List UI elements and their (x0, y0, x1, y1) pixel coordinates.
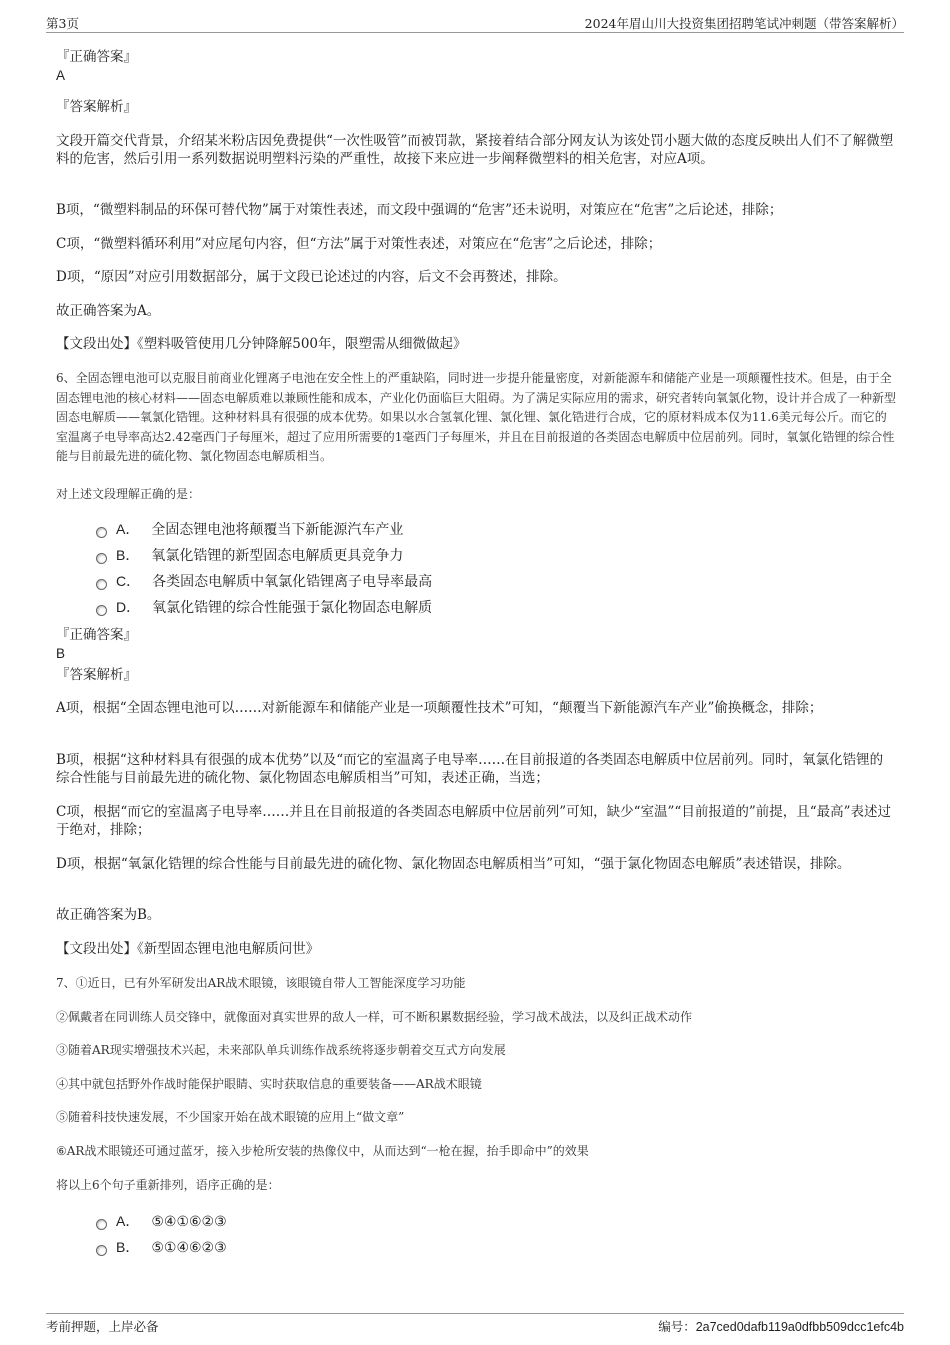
radio-icon[interactable] (96, 605, 107, 616)
document-id: 编号：2a7ced0dafb119a0dfbb509dcc1efc4b (658, 1320, 904, 1334)
radio-icon[interactable] (96, 1245, 107, 1256)
q7-sentence-2: ②佩戴者在同训练人员交锋中，就像面对真实世界的敌人一样，可不断积累数据经验，学习战术战法，以及纠正战术动作 (56, 1010, 693, 1024)
q7-option-a[interactable]: A． ⑤④①⑥②③ (96, 1212, 227, 1231)
q5-conclusion: 故正确答案为A。 (56, 303, 161, 319)
q5-answer: A (56, 68, 66, 83)
q6-conclusion: 故正确答案为B。 (56, 907, 161, 923)
footer-slogan: 考前押题，上岸必备 (46, 1319, 159, 1334)
q7-sentence-3: ③随着AR现实增强技术兴起，未来部队单兵训练作战系统将逐步朝着交互式方向发展 (56, 1043, 506, 1057)
page-footer (46, 1313, 904, 1336)
q7-question: 将以上6个句子重新排列，语序正确的是： (56, 1178, 280, 1192)
q6-source: 【文段出处】《新型固态锂电池电解质问世》 (56, 941, 320, 957)
q5-analysis-p3: C项，“微塑料循环利用”对应尾句内容，但“方法”属于对策性表述，对策应在“危害”之后论述，排除； (56, 236, 662, 252)
q6-analysis-c: C项，根据“而它的室温离子电导率……并且在目前报道的各类固态电解质中位居前列”可知，缺少“室温”“目前报道的”前提，且“最高”表述过于绝对，排除； (56, 804, 892, 838)
radio-icon[interactable] (96, 527, 107, 538)
q5-analysis-p4: D项，“原因”对应引用数据部分，属于文段已论述过的内容，后文不会再赘述，排除。 (56, 269, 567, 285)
q6-analysis-a: A项，根据“全固态锂电池可以……对新能源车和储能产业是一项颠覆性技术”可知，“颠覆当下新能源汽车产业”偷换概念，排除； (56, 700, 823, 716)
q6-option-b[interactable]: B． 氧氯化锆锂的新型固态电解质更具竞争力 (96, 546, 403, 565)
q6-option-c[interactable]: C． 各类固态电解质中氧氯化锆锂离子电导率最高 (96, 572, 432, 591)
page-header (46, 14, 904, 33)
radio-icon[interactable] (96, 579, 107, 590)
q6-analysis-label: 『答案解析』 (56, 667, 137, 683)
q5-analysis-label: 『答案解析』 (56, 99, 137, 115)
q6-answer: B (56, 646, 66, 661)
page-number: 第3页 (46, 16, 79, 31)
q6-question: 对上述文段理解正确的是： (56, 487, 201, 501)
radio-icon[interactable] (96, 553, 107, 564)
q5-analysis-p1: 文段开篇交代背景，介绍某米粉店因免费提供“一次性吸管”而被罚款，紧接着结合部分网友认为该处罚小题大做的态度反映出人们不了解微塑料的危害，然后引用一系列数据说明塑料污染的严重性，故接下来应进一步阐释微塑料的相关危害，对应A项。 (56, 133, 894, 167)
q5-answer-label: 『正确答案』 (56, 49, 137, 65)
q6-stem: 6、全固态锂电池可以克服目前商业化锂离子电池在安全性上的严重缺陷，同时进一步提升能量密度，对新能源车和储能产业是一项颠覆性技术。但是，由于全固态锂电池的核心材料——固态电解质难以兼顾性能和成本，产业化仍面临巨大阻碍。为了满足实际应用的需求，研究者转向氧氯化物，设计并合成了一种新型固态电解质——氧氯化锆锂。这种材料具有很强的成本优势。如果以水合氢氧化锂、氯化锂、氯化锆进行合成，它的原材料成本仅为11.6美元每公斤。而它的室温离子电导率高达2.42毫西门子每厘米，超过了应用所需要的1毫西门子每厘米，并且在目前报道的各类固态电解质中位居前列。同时，氧氯化锆锂的综合性能与目前最先进的硫化物、氯化物固态电解质相当。 (56, 371, 897, 463)
q7-sentence-5: ⑤随着科技快速发展，不少国家开始在战术眼镜的应用上“做文章” (56, 1110, 405, 1124)
q6-option-a[interactable]: A． 全固态锂电池将颠覆当下新能源汽车产业 (96, 520, 403, 539)
q6-answer-label: 『正确答案』 (56, 627, 137, 643)
q7-sentence-4: ④其中就包括野外作战时能保护眼睛、实时获取信息的重要装备——AR战术眼镜 (56, 1077, 482, 1091)
radio-icon[interactable] (96, 1219, 107, 1230)
q6-option-d[interactable]: D． 氧氯化锆锂的综合性能强于氯化物固态电解质 (96, 598, 432, 617)
q5-analysis-p2: B项，“微塑料制品的环保可替代物”属于对策性表述，而文段中强调的“危害”还未说明，对策应在“危害”之后论述，排除； (56, 202, 783, 218)
q7-sentence-6: ⑥AR战术眼镜还可通过蓝牙，接入步枪所安装的热像仪中，从而达到“一枪在握，抬手即命中”的效果 (56, 1144, 589, 1158)
q6-analysis-d: D项，根据“氧氯化锆锂的综合性能与目前最先进的硫化物、氯化物固态电解质相当”可知，“强于氯化物固态电解质”表述错误，排除。 (56, 856, 851, 872)
q5-source: 【文段出处】《塑料吸管使用几分钟降解500年，限塑需从细微做起》 (56, 336, 467, 352)
q6-analysis-b: B项，根据“这种材料具有很强的成本优势”以及“而它的室温离子电导率……在目前报道的各类固态电解质中位居前列。同时，氧氯化锆锂的综合性能与目前最先进的硫化物、氯化物固态电解质相当”可知，表述正确，当选； (56, 752, 884, 786)
document-title: 2024年眉山川大投资集团招聘笔试冲刺题（带答案解析） (584, 16, 904, 31)
q7-sentence-1: 7、①近日，已有外军研发出AR战术眼镜，该眼镜自带人工智能深度学习功能 (56, 976, 466, 990)
q7-option-b[interactable]: B． ⑤①④⑥②③ (96, 1238, 227, 1257)
